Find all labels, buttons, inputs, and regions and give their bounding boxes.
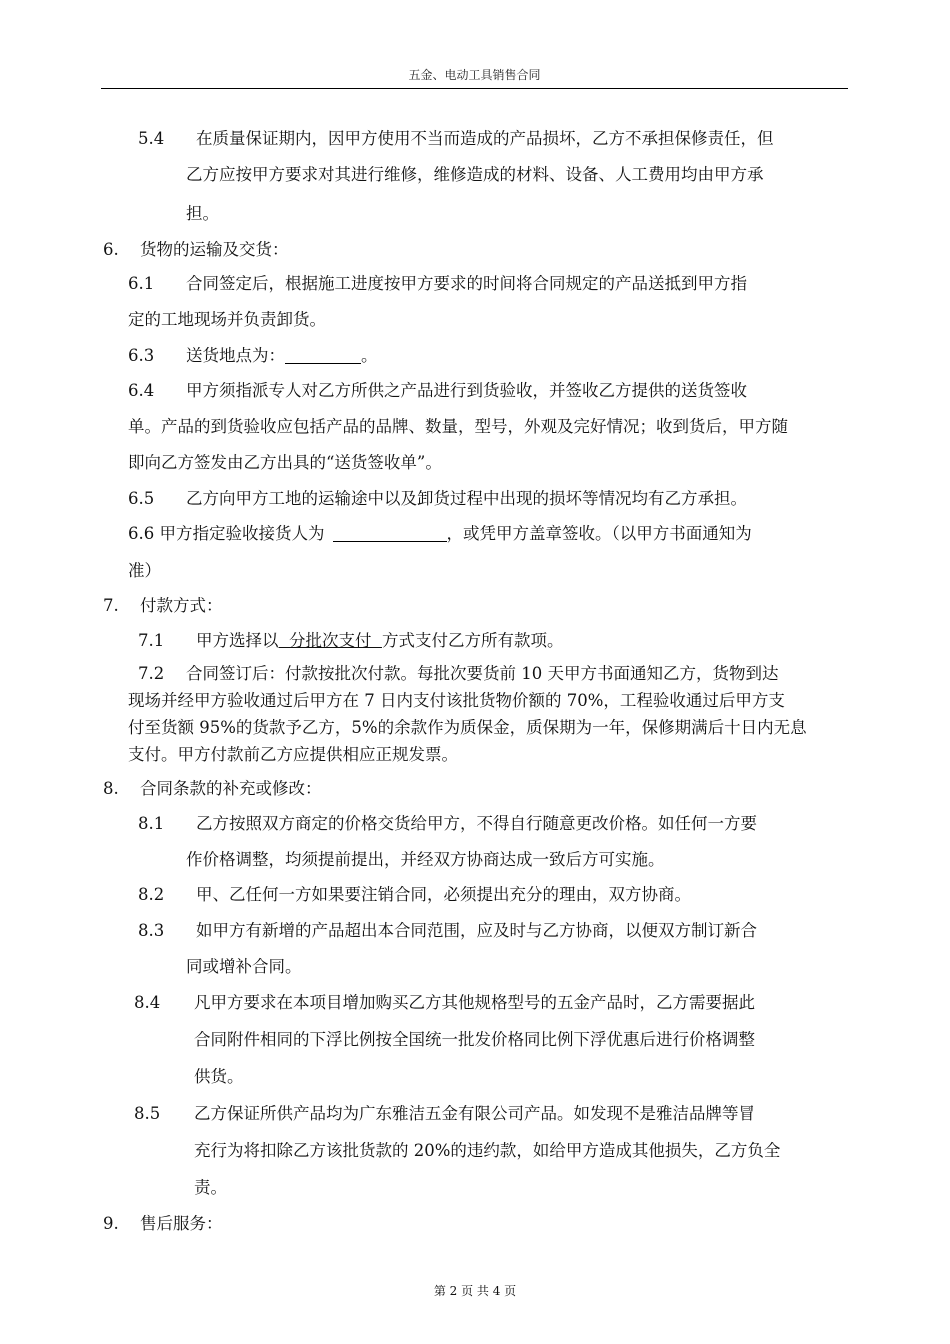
clause-8-5-line-1 <box>134 1103 755 1125</box>
clause-5-4-line-2: 乙方应按甲方要求对其进行维修，维修造成的材料、设备、人工费用均由甲方承 <box>186 165 764 184</box>
clause-8-5-line-2: 充行为将扣除乙方该批货款的 20%的违约款，如给甲方造成其他损失，乙方负全 <box>194 1141 781 1160</box>
clause-6-4-line-1 <box>128 380 747 402</box>
section-title: 货物的运输及交货： <box>140 240 289 259</box>
clause-8-3-line-1 <box>138 920 757 942</box>
clause-text: 乙方向甲方工地的运输途中以及卸货过程中出现的损坏等情况均有乙方承担。 <box>186 489 747 508</box>
clause-text: 甲方须指派专人对乙方所供之产品进行到货验收，并签收乙方提供的送货签收 <box>186 381 747 400</box>
running-header: 五金、电动工具销售合同 <box>408 68 541 82</box>
section-number: 9. <box>103 1214 119 1233</box>
section-number: 8. <box>103 779 119 798</box>
section-9-heading <box>103 1213 223 1235</box>
header-rule <box>101 88 848 89</box>
section-7-heading <box>103 595 223 617</box>
clause-text: 乙方保证所供产品均为广东雅洁五金有限公司产品。如发现不是雅洁品牌等冒 <box>194 1104 755 1123</box>
clause-number: 7.1 <box>138 631 165 650</box>
clause-text: 送货地点为： <box>186 346 285 365</box>
clause-number: 8.1 <box>138 814 165 833</box>
clause-number: 6.3 <box>128 346 155 365</box>
clause-8-1-line-1 <box>138 813 757 835</box>
section-number: 7. <box>103 596 119 615</box>
clause-text: 甲方选择以 <box>196 631 279 650</box>
clause-text: 在质量保证期内，因甲方使用不当而造成的产品损坏，乙方不承担保修责任，但 <box>196 129 774 148</box>
clause-number: 5.4 <box>138 129 165 148</box>
clause-8-4-line-1 <box>134 992 755 1014</box>
clause-7-1 <box>138 630 563 652</box>
clause-6-3 <box>128 345 378 367</box>
page-number-footer: 第 2 页 共 4 页 <box>433 1284 517 1298</box>
clause-6-4-line-2: 单。产品的到货验收应包括产品的品牌、数量，型号，外观及完好情况；收到货后，甲方随 <box>128 417 788 436</box>
delivery-address-blank[interactable] <box>285 347 361 364</box>
clause-end: 。 <box>361 346 378 365</box>
clause-6-1-line-2: 定的工地现场并负责卸货。 <box>128 310 326 329</box>
section-8-heading <box>103 778 322 800</box>
clause-number: 7.2 <box>138 664 165 683</box>
section-title: 售后服务： <box>140 1214 223 1233</box>
clause-text: 6.6 甲方指定验收接货人为 <box>128 524 325 543</box>
clause-8-4-line-3: 供货。 <box>194 1067 244 1086</box>
clause-text: 乙方按照双方商定的价格交货给甲方，不得自行随意更改价格。如任何一方要 <box>196 814 757 833</box>
clause-number: 8.2 <box>138 885 165 904</box>
payment-method-field[interactable]: 分批次支付 <box>278 631 382 650</box>
clause-text-after: 方式支付乙方所有款项。 <box>381 631 564 650</box>
clause-6-6-line-1 <box>128 523 752 545</box>
clause-8-4-line-2: 合同附件相同的下浮比例按全国统一批发价格同比例下浮优惠后进行价格调整 <box>194 1030 755 1049</box>
clause-text: 甲、乙任何一方如果要注销合同，必须提出充分的理由，双方协商。 <box>196 885 691 904</box>
section-number: 6. <box>103 240 119 259</box>
clause-number: 8.5 <box>134 1104 161 1123</box>
clause-8-3-line-2: 同或增补合同。 <box>186 957 302 976</box>
clause-text: 合同签订后：付款按批次付款。每批次要货前 10 天甲方书面通知乙方，货物到达 <box>186 664 779 683</box>
clause-7-2-line-2: 现场并经甲方验收通过后甲方在 7 日内支付该批货物价额的 70%，工程验收通过后甲方支 <box>128 691 785 710</box>
clause-8-2 <box>138 884 691 906</box>
clause-number: 6.5 <box>128 489 155 508</box>
clause-5-4-line-1 <box>138 128 774 150</box>
clause-text-after: ，或凭甲方盖章签收。（以甲方书面通知为 <box>446 524 752 543</box>
clause-number: 8.4 <box>134 993 161 1012</box>
clause-7-2-line-3: 付至货额 95%的货款予乙方，5%的余款作为质保金，质保期为一年，保修期满后十日内无息 <box>128 718 807 737</box>
clause-text: 如甲方有新增的产品超出本合同范围，应及时与乙方协商，以便双方制订新合 <box>196 921 757 940</box>
clause-6-4-line-3: 即向乙方签发由乙方出具的“送货签收单”。 <box>128 453 442 472</box>
clause-number: 6.1 <box>128 274 155 293</box>
section-6-heading <box>103 239 289 261</box>
clause-7-2-line-1 <box>138 663 779 685</box>
section-title: 合同条款的补充或修改： <box>140 779 322 798</box>
receiver-name-blank[interactable] <box>333 525 447 542</box>
clause-8-5-line-3: 责。 <box>194 1178 227 1197</box>
clause-text: 合同签定后，根据施工进度按甲方要求的时间将合同规定的产品送抵到甲方指 <box>186 274 747 293</box>
clause-6-6-line-2: 准） <box>128 561 161 580</box>
clause-text: 凡甲方要求在本项目增加购买乙方其他规格型号的五金产品时，乙方需要据此 <box>194 993 755 1012</box>
clause-number: 8.3 <box>138 921 165 940</box>
clause-8-1-line-2: 作价格调整，均须提前提出，并经双方协商达成一致后方可实施。 <box>186 850 665 869</box>
clause-7-2-line-4: 支付。甲方付款前乙方应提供相应正规发票。 <box>128 745 458 764</box>
clause-6-1-line-1 <box>128 273 747 295</box>
clause-number: 6.4 <box>128 381 155 400</box>
clause-5-4-line-3: 担。 <box>186 204 219 223</box>
clause-6-5 <box>128 488 747 510</box>
section-title: 付款方式： <box>140 596 223 615</box>
